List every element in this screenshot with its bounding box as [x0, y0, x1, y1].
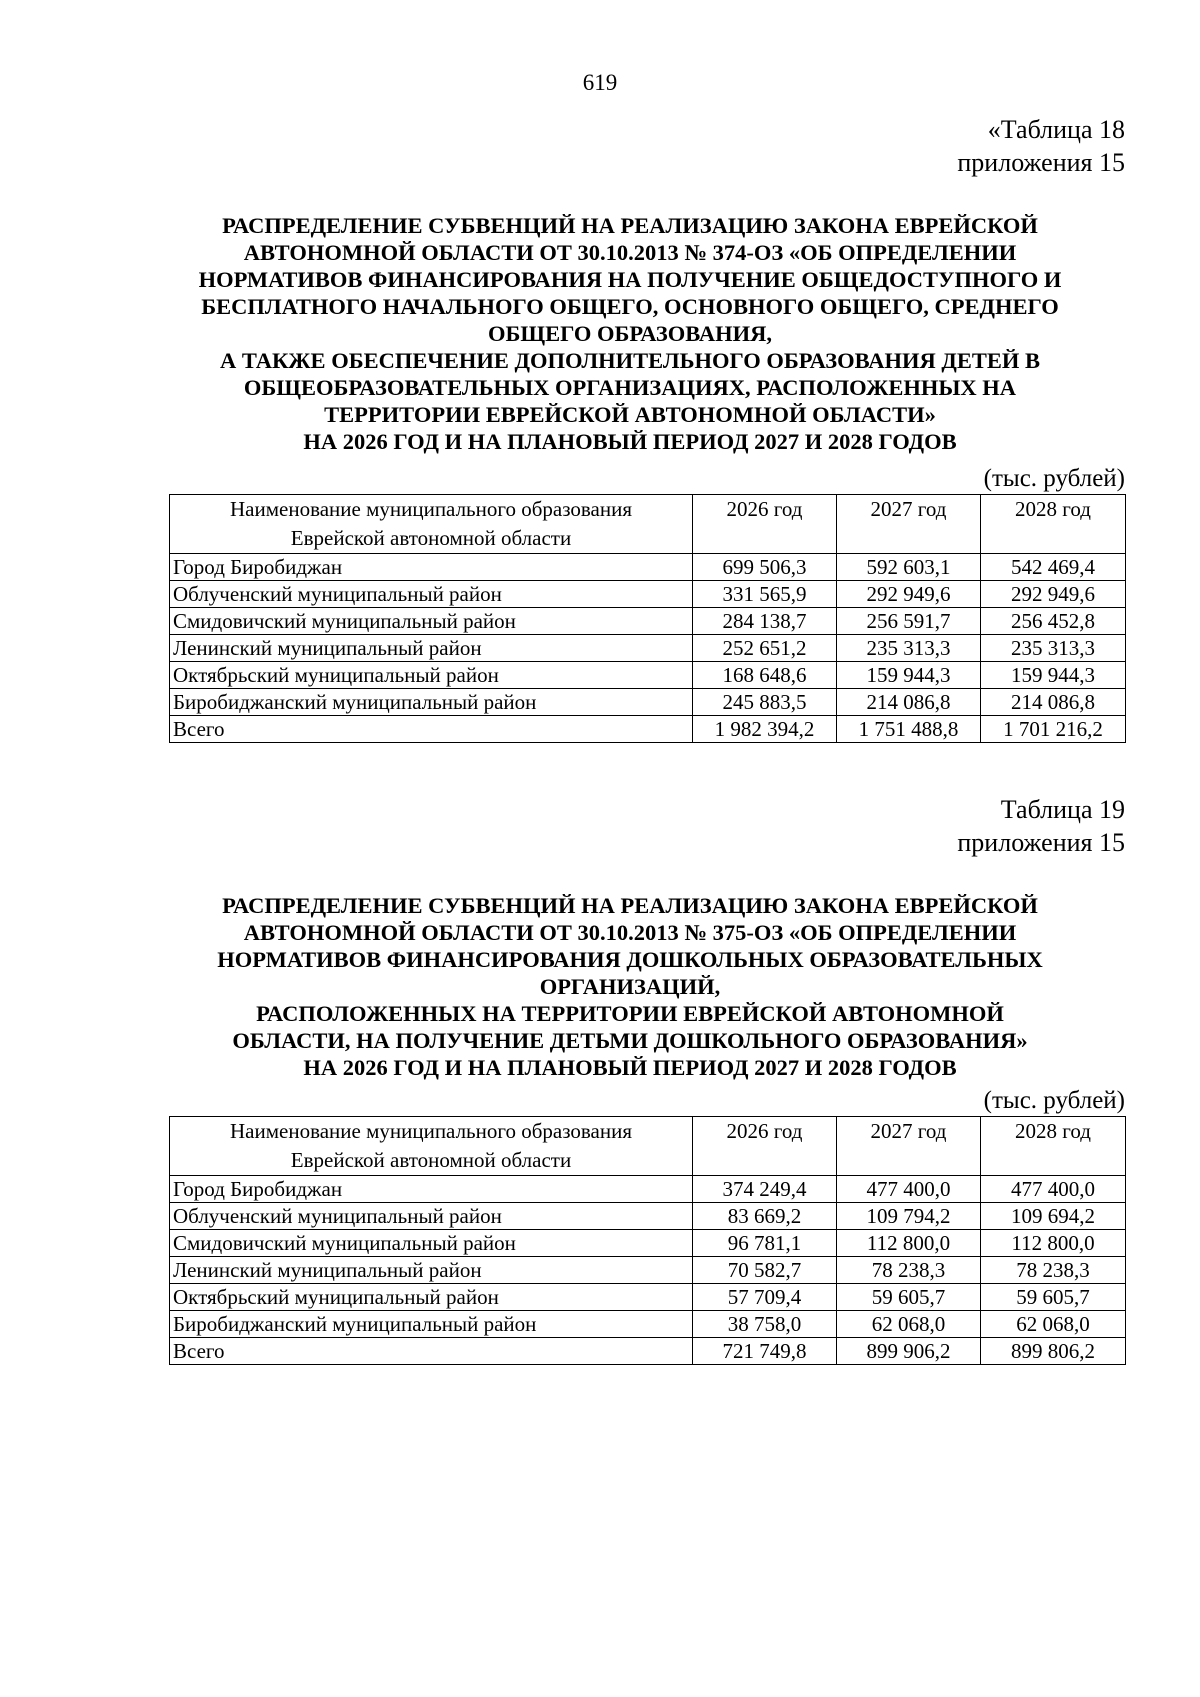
table18-units: (тыс. рублей)	[983, 465, 1125, 492]
row-value-2027: 214 086,8	[837, 689, 981, 716]
row-name: Смидовичский муниципальный район	[170, 608, 693, 635]
title-line: АВТОНОМНОЙ ОБЛАСТИ ОТ 30.10.2013 № 374-ОЗ «ОБ ОПРЕДЕЛЕНИИ	[243, 240, 1017, 265]
header-name-line: Наименование муниципального образования	[230, 1119, 632, 1143]
row-value-2028: 159 944,3	[981, 662, 1126, 689]
title-line: НОРМАТИВОВ ФИНАНСИРОВАНИЯ НА ПОЛУЧЕНИЕ ОБЩЕДОСТУПНОГО И	[198, 267, 1062, 292]
table19-title	[160, 892, 1100, 1081]
row-value-2027: 159 944,3	[837, 662, 981, 689]
row-name: Смидовичский муниципальный район	[170, 1230, 693, 1257]
row-value-2026: 252 651,2	[693, 635, 837, 662]
table19-caption-number: Таблица 19	[1000, 795, 1125, 824]
header-year-2026: 2026 год	[693, 1117, 837, 1176]
table-header-row	[170, 495, 1126, 554]
row-value-2027: 592 603,1	[837, 554, 981, 581]
header-name	[170, 495, 693, 554]
header-name-line: Еврейской автономной области	[290, 1148, 572, 1172]
table-row	[170, 1311, 1126, 1338]
row-name: Всего	[170, 716, 693, 743]
row-value-2027: 62 068,0	[837, 1311, 981, 1338]
row-value-2028: 292 949,6	[981, 581, 1126, 608]
row-name: Город Биробиджан	[170, 554, 693, 581]
row-value-2026: 57 709,4	[693, 1284, 837, 1311]
row-value-2028: 1 701 216,2	[981, 716, 1126, 743]
title-line: ОБЩЕГО ОБРАЗОВАНИЯ,	[488, 321, 772, 346]
title-line: ОБЛАСТИ, НА ПОЛУЧЕНИЕ ДЕТЬМИ ДОШКОЛЬНОГО ОБРАЗОВАНИЯ»	[232, 1028, 1028, 1053]
table-row	[170, 1284, 1126, 1311]
header-year-2028: 2028 год	[981, 495, 1126, 554]
row-value-2027: 899 906,2	[837, 1338, 981, 1365]
table19-caption-appendix: приложения 15	[957, 828, 1125, 857]
table-total-row	[170, 1338, 1126, 1365]
title-line: АВТОНОМНОЙ ОБЛАСТИ ОТ 30.10.2013 № 375-ОЗ «ОБ ОПРЕДЕЛЕНИИ	[243, 920, 1017, 945]
table-total-row	[170, 716, 1126, 743]
table-row	[170, 1257, 1126, 1284]
row-value-2028: 214 086,8	[981, 689, 1126, 716]
row-value-2027: 109 794,2	[837, 1203, 981, 1230]
row-name: Город Биробиджан	[170, 1176, 693, 1203]
row-name: Биробиджанский муниципальный район	[170, 689, 693, 716]
row-value-2028: 542 469,4	[981, 554, 1126, 581]
row-value-2026: 1 982 394,2	[693, 716, 837, 743]
row-value-2028: 62 068,0	[981, 1311, 1126, 1338]
row-value-2026: 38 758,0	[693, 1311, 837, 1338]
row-name: Ленинский муниципальный район	[170, 635, 693, 662]
table-row	[170, 581, 1126, 608]
header-year-2027: 2027 год	[837, 1117, 981, 1176]
row-value-2028: 112 800,0	[981, 1230, 1126, 1257]
title-line: НОРМАТИВОВ ФИНАНСИРОВАНИЯ ДОШКОЛЬНЫХ ОБРАЗОВАТЕЛЬНЫХ	[217, 947, 1043, 972]
table18-caption	[957, 113, 1125, 179]
row-value-2027: 1 751 488,8	[837, 716, 981, 743]
title-line: БЕСПЛАТНОГО НАЧАЛЬНОГО ОБЩЕГО, ОСНОВНОГО ОБЩЕГО, СРЕДНЕГО	[201, 294, 1059, 319]
row-value-2028: 78 238,3	[981, 1257, 1126, 1284]
table18	[169, 494, 1126, 743]
row-value-2026: 331 565,9	[693, 581, 837, 608]
row-value-2028: 899 806,2	[981, 1338, 1126, 1365]
row-value-2027: 256 591,7	[837, 608, 981, 635]
row-value-2026: 699 506,3	[693, 554, 837, 581]
row-value-2026: 168 648,6	[693, 662, 837, 689]
row-value-2028: 109 694,2	[981, 1203, 1126, 1230]
row-value-2028: 59 605,7	[981, 1284, 1126, 1311]
row-value-2027: 112 800,0	[837, 1230, 981, 1257]
row-value-2027: 78 238,3	[837, 1257, 981, 1284]
row-value-2026: 284 138,7	[693, 608, 837, 635]
header-name-line: Наименование муниципального образования	[230, 497, 632, 521]
header-name-line: Еврейской автономной области	[290, 526, 572, 550]
table-header-row	[170, 1117, 1126, 1176]
row-value-2027: 235 313,3	[837, 635, 981, 662]
title-line: РАСПОЛОЖЕННЫХ НА ТЕРРИТОРИИ ЕВРЕЙСКОЙ АВТОНОМНОЙ	[256, 1001, 1004, 1026]
row-value-2027: 477 400,0	[837, 1176, 981, 1203]
table-row	[170, 608, 1126, 635]
row-name: Ленинский муниципальный район	[170, 1257, 693, 1284]
table19-units: (тыс. рублей)	[983, 1087, 1125, 1114]
row-name: Октябрьский муниципальный район	[170, 662, 693, 689]
title-line: ТЕРРИТОРИИ ЕВРЕЙСКОЙ АВТОНОМНОЙ ОБЛАСТИ»	[324, 402, 936, 427]
title-line: НА 2026 ГОД И НА ПЛАНОВЫЙ ПЕРИОД 2027 И 2028 ГОДОВ	[303, 429, 957, 454]
title-line: РАСПРЕДЕЛЕНИЕ СУБВЕНЦИЙ НА РЕАЛИЗАЦИЮ ЗАКОНА ЕВРЕЙСКОЙ	[222, 213, 1038, 238]
table18-caption-appendix: приложения 15	[957, 148, 1125, 177]
header-year-2028: 2028 год	[981, 1117, 1126, 1176]
row-name: Биробиджанский муниципальный район	[170, 1311, 693, 1338]
table-row	[170, 1203, 1126, 1230]
header-name	[170, 1117, 693, 1176]
table-row	[170, 1176, 1126, 1203]
page-number: 619	[582, 70, 618, 95]
row-name: Облученский муниципальный район	[170, 1203, 693, 1230]
row-name: Облученский муниципальный район	[170, 581, 693, 608]
row-value-2028: 477 400,0	[981, 1176, 1126, 1203]
row-value-2027: 59 605,7	[837, 1284, 981, 1311]
header-year-2026: 2026 год	[693, 495, 837, 554]
row-value-2026: 96 781,1	[693, 1230, 837, 1257]
table19-caption	[957, 793, 1125, 859]
header-year-2027: 2027 год	[837, 495, 981, 554]
title-line: А ТАКЖЕ ОБЕСПЕЧЕНИЕ ДОПОЛНИТЕЛЬНОГО ОБРАЗОВАНИЯ ДЕТЕЙ В	[219, 348, 1041, 373]
table-row	[170, 689, 1126, 716]
title-line: РАСПРЕДЕЛЕНИЕ СУБВЕНЦИЙ НА РЕАЛИЗАЦИЮ ЗАКОНА ЕВРЕЙСКОЙ	[222, 893, 1038, 918]
table18-title	[160, 212, 1100, 455]
title-line: ОБЩЕОБРАЗОВАТЕЛЬНЫХ ОРГАНИЗАЦИЯХ, РАСПОЛОЖЕННЫХ НА	[243, 375, 1017, 400]
table19	[169, 1116, 1126, 1365]
row-name: Всего	[170, 1338, 693, 1365]
row-value-2026: 245 883,5	[693, 689, 837, 716]
row-name: Октябрьский муниципальный район	[170, 1284, 693, 1311]
row-value-2026: 83 669,2	[693, 1203, 837, 1230]
table-row	[170, 635, 1126, 662]
title-line: ОРГАНИЗАЦИЙ,	[539, 974, 721, 999]
row-value-2026: 70 582,7	[693, 1257, 837, 1284]
table-row	[170, 554, 1126, 581]
row-value-2026: 374 249,4	[693, 1176, 837, 1203]
row-value-2028: 235 313,3	[981, 635, 1126, 662]
table-row	[170, 662, 1126, 689]
table18-caption-number: «Таблица 18	[987, 115, 1125, 144]
row-value-2026: 721 749,8	[693, 1338, 837, 1365]
title-line: НА 2026 ГОД И НА ПЛАНОВЫЙ ПЕРИОД 2027 И 2028 ГОДОВ	[303, 1055, 957, 1080]
row-value-2028: 256 452,8	[981, 608, 1126, 635]
row-value-2027: 292 949,6	[837, 581, 981, 608]
table-row	[170, 1230, 1126, 1257]
